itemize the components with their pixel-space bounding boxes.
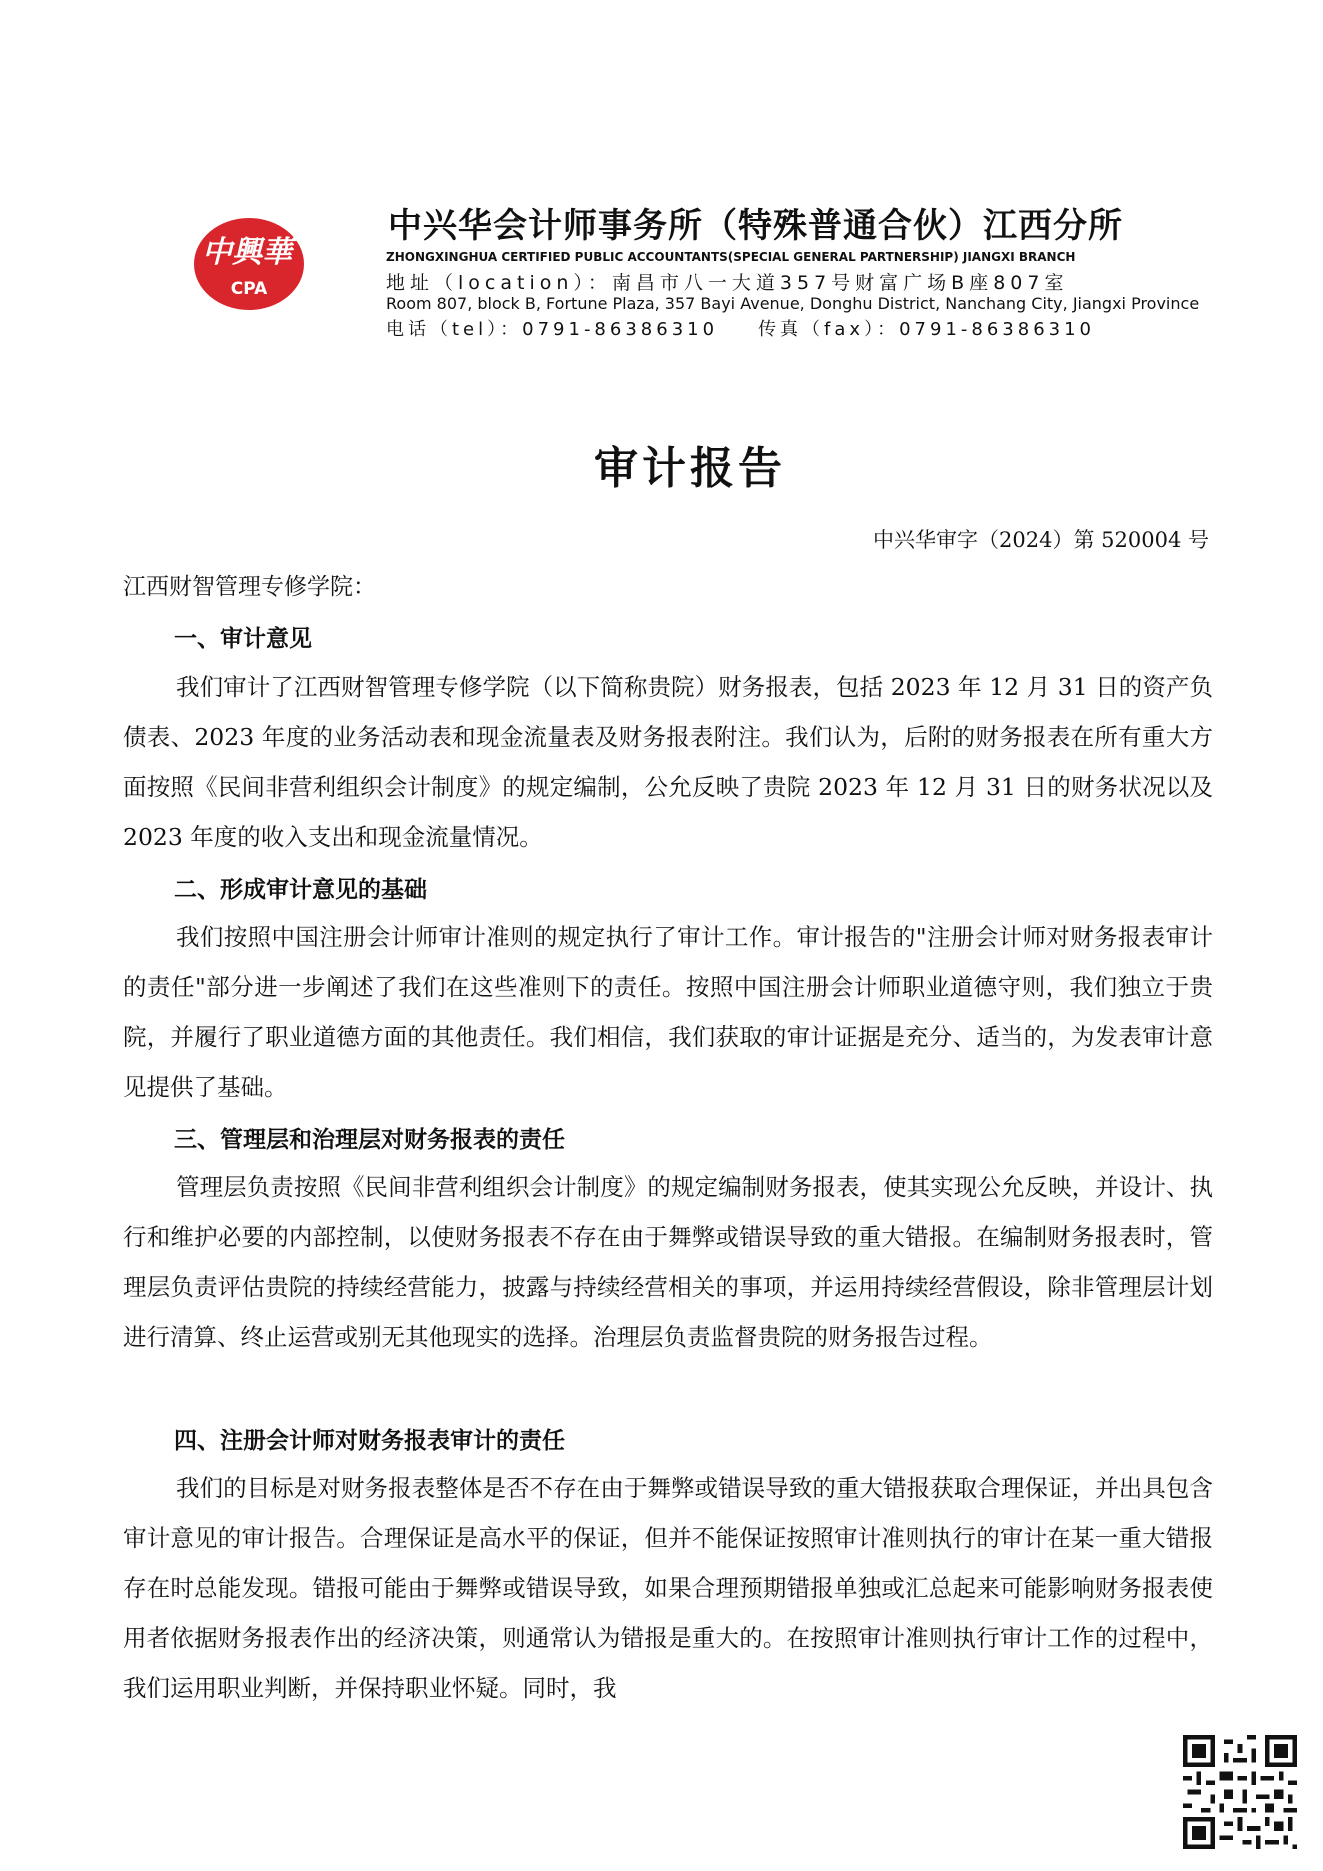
section-heading-auditor: 四、注册会计师对财务报表审计的责任 [174,1428,565,1454]
qr-code-icon [1183,1735,1297,1849]
firm-name-cn: 中兴华会计师事务所（特殊普通合伙）江西分所 [388,206,1123,246]
firm-name-en: ZHONGXINGHUA CERTIFIED PUBLIC ACCOUNTANTS(SPECIAL GENERAL PARTNERSHIP) JIANGXI BRANCH [386,250,1076,264]
report-title: 审计报告 [594,443,786,494]
section-body-opinion: 我们审计了江西财智管理专修学院（以下简称贵院）财务报表，包括 2023 年 12 月 31 日的资产负债表、2023 年度的业务活动表和现金流量表及财务报表附注。我们认为，后附的财务报表在所有重大方面按照《民间非营利组织会计制度》的规定编制，公允反映了贵院 2023 年 12 月 31 日的财务状况以及 2023 年度的收入支出和现金流量情况。 [123,673,1213,851]
fax: 传真（fax）：0791-86386310 [758,319,1096,340]
cpa-logo [189,212,307,312]
address-cn: 地址（location）：南昌市八一大道357号财富广场B座807室 [386,272,1069,294]
report-number: 中兴华审字（2024）第 520004 号 [873,528,1209,552]
section-body-auditor: 我们的目标是对财务报表整体是否不存在由于舞弊或错误导致的重大错报获取合理保证，并出具包含审计意见的审计报告。合理保证是高水平的保证，但并不能保证按照审计准则执行的审计在某一重大错报存在时总能发现。错报可能由于舞弊或错误导致，如果合理预期错报单独或汇总起来可能影响财务报表使用者依据财务报表作出的经济决策，则通常认为错报是重大的。在按照审计准则执行审计工作的过程中，我们运用职业判断，并保持职业怀疑。同时，我 [123,1474,1213,1702]
logo-sub: CPA [230,279,268,299]
section-body-management: 管理层负责按照《民间非营利组织会计制度》的规定编制财务报表，使其实现公允反映，并设计、执行和维护必要的内部控制，以使财务报表不存在由于舞弊或错误导致的重大错报。在编制财务报表时，管理层负责评估贵院的持续经营能力，披露与持续经营相关的事项，并运用持续经营假设，除非管理层计划进行清算、终止运营或别无其他现实的选择。治理层负责监督贵院的财务报告过程。 [123,1173,1213,1351]
phone: 电话（tel）：0791-86386310 [386,319,719,340]
addressee: 江西财智管理专修学院： [123,574,376,600]
section-heading-opinion: 一、审计意见 [174,626,312,652]
section-body-basis: 我们按照中国注册会计师审计准则的规定执行了审计工作。审计报告的"注册会计师对财务报表审计的责任"部分进一步阐述了我们在这些准则下的责任。按照中国注册会计师职业道德守则，我们独立于贵院，并履行了职业道德方面的其他责任。我们相信，我们获取的审计证据是充分、适当的，为发表审计意见提供了基础。 [123,923,1213,1101]
address-en: Room 807, block B, Fortune Plaza, 357 Bayi Avenue, Donghu District, Nanchang City, Jiangxi Province [386,294,1200,313]
section-heading-management: 三、管理层和治理层对财务报表的责任 [174,1127,565,1153]
section-heading-basis: 二、形成审计意见的基础 [174,877,427,903]
contact-line [386,315,1095,341]
logo-text: 中興華 [202,235,292,270]
